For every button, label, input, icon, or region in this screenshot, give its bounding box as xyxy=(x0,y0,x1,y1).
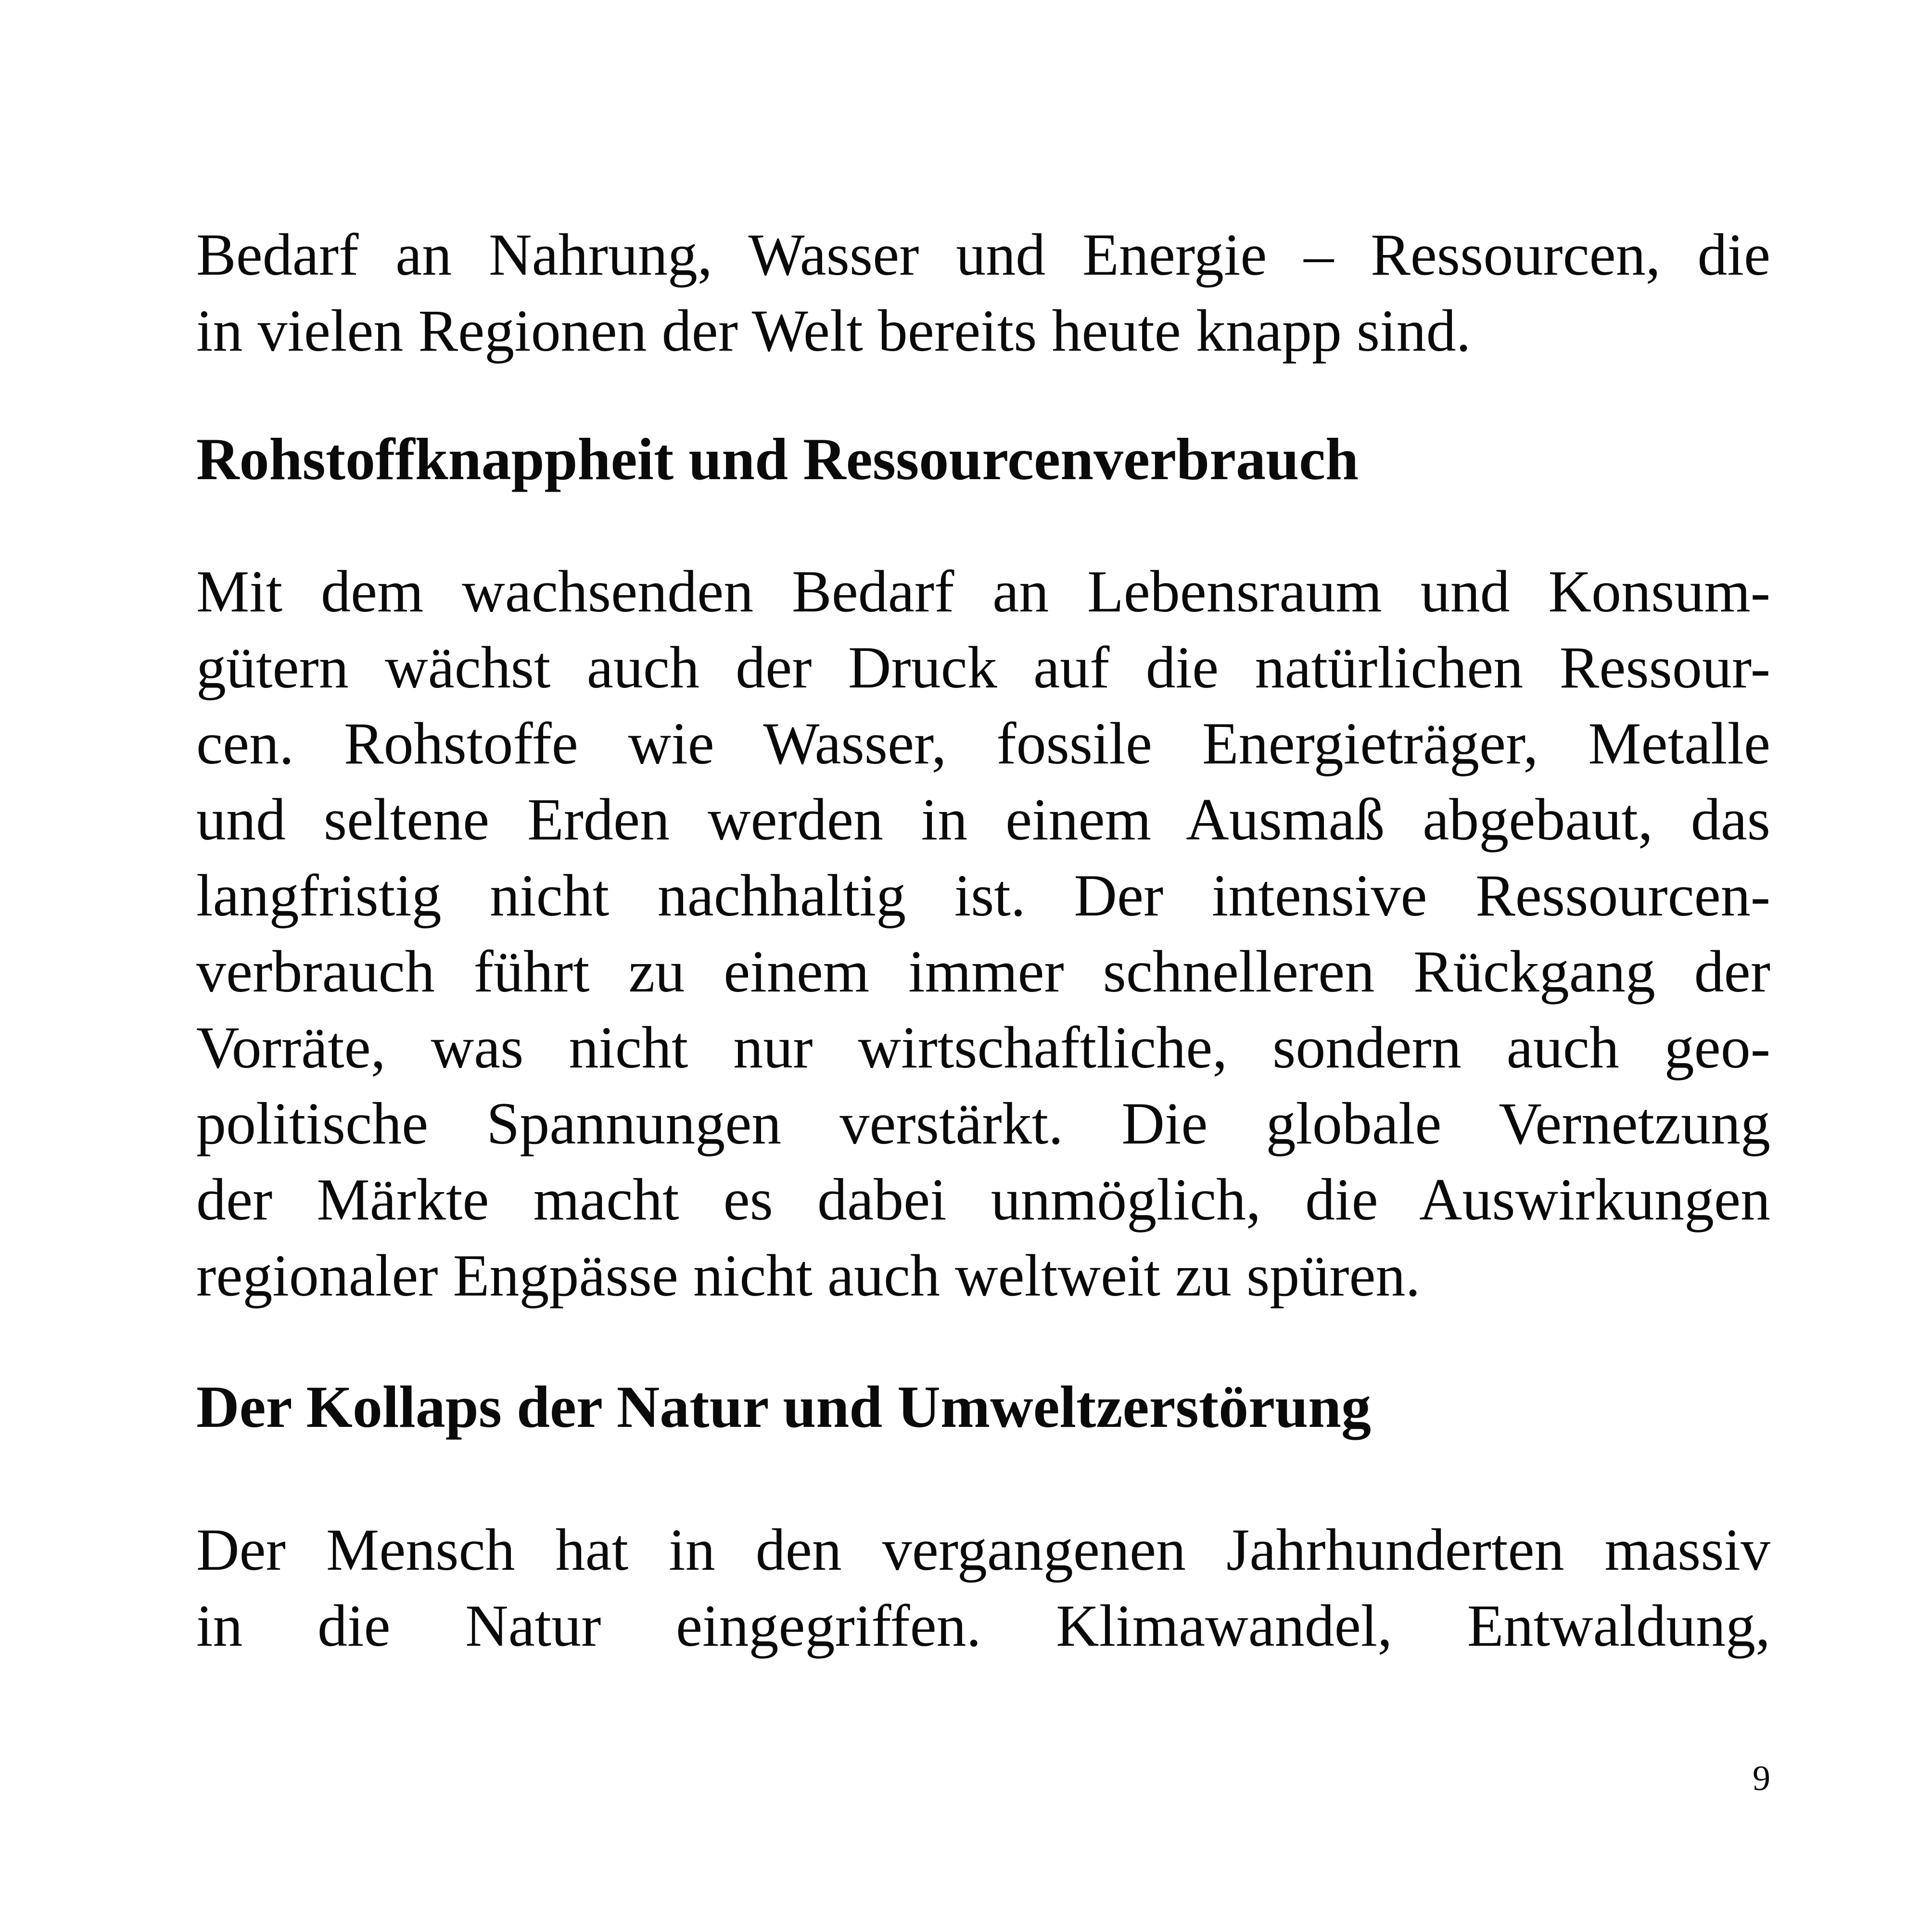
text-line: und seltene Erden werden in einem Ausmaß abgebaut, das xyxy=(196,787,1770,852)
section-heading: Rohstoffknappheit und Ressourcenverbrauch xyxy=(196,426,1359,492)
page-number: 9 xyxy=(1753,1759,1770,1798)
text-line: Vorräte, was nicht nur wirtschaftliche, sondern auch geo- xyxy=(196,1015,1770,1080)
text-line: cen. Rohstoffe wie Wasser, fossile Energieträger, Metalle xyxy=(196,711,1770,776)
text-line: in die Natur eingegriffen. Klimawandel, Entwaldung, xyxy=(196,1593,1770,1659)
text-line: in vielen Regionen der Welt bereits heute knapp sind. xyxy=(196,298,1471,364)
text-line: Der Mensch hat in den vergangenen Jahrhunderten massiv xyxy=(196,1517,1770,1583)
text-line: gütern wächst auch der Druck auf die natürlichen Ressour- xyxy=(196,635,1770,700)
text-line: Mit dem wachsenden Bedarf an Lebensraum und Konsum- xyxy=(196,559,1770,624)
text-line: politische Spannungen verstärkt. Die globale Vernetzung xyxy=(196,1091,1770,1157)
text-line: regionaler Engpässe nicht auch weltweit zu spüren. xyxy=(196,1243,1421,1309)
text-line: Bedarf an Nahrung, Wasser und Energie – Ressourcen, die xyxy=(196,222,1770,288)
text-line: langfristig nicht nachhaltig ist. Der intensive Ressourcen- xyxy=(196,863,1770,928)
text-line: verbrauch führt zu einem immer schnelleren Rückgang der xyxy=(196,939,1770,1004)
section-heading: Der Kollaps der Natur und Umweltzerstörung xyxy=(196,1374,1372,1440)
text-line: der Märkte macht es dabei unmöglich, die Auswirkungen xyxy=(196,1167,1770,1233)
